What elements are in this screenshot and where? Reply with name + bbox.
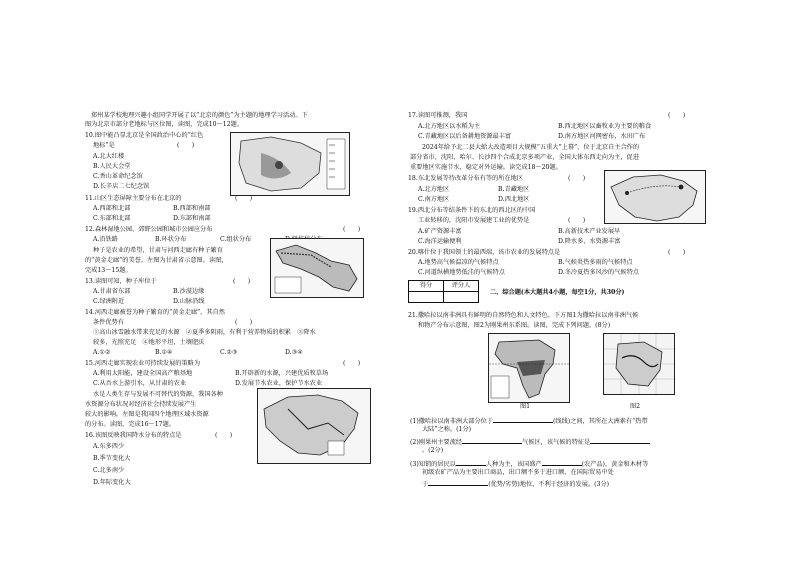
q15-answer-paren[interactable]: ( ) bbox=[343, 360, 361, 367]
q14-option-b[interactable]: B.①④ bbox=[155, 349, 173, 356]
q11-stem: 11.山区生态屏障主要分布在北京的 bbox=[85, 195, 182, 202]
q15-option-c[interactable]: C.从吾水上游引水，从甘肃的农业 bbox=[93, 380, 187, 387]
q21-sub3-text-f: (优势/劣势)地位，不利于经济的发展。(3分) bbox=[488, 481, 610, 488]
q14-option-a[interactable]: A.①② bbox=[93, 349, 111, 356]
q16-answer-paren[interactable]: ( ) bbox=[215, 432, 233, 439]
q21-sub2-a bbox=[410, 437, 650, 447]
q13-option-d[interactable]: D.山脉沿线 bbox=[173, 298, 205, 305]
score-table bbox=[408, 280, 479, 303]
score-cell[interactable] bbox=[409, 292, 444, 303]
q12-answer-paren[interactable]: ( ) bbox=[343, 226, 361, 233]
q17-option-c[interactable]: C.青藏地区以后备耕地资源最丰富 bbox=[418, 133, 512, 140]
q21-stem-1: 21.撒哈拉以南非洲具有鲜明的自然特色和人文特色。下方图1为撒哈拉以南非洲气候 bbox=[408, 312, 639, 319]
q12-option-a[interactable]: A.沿铁路 bbox=[93, 236, 118, 243]
q11-option-a[interactable]: A.西部和北部 bbox=[93, 205, 131, 212]
q10-option-c[interactable]: C.香山革命纪念馆 bbox=[93, 173, 143, 180]
q20-answer-paren[interactable]: ( ) bbox=[668, 249, 686, 256]
q14-stem-2: 条件优势有 bbox=[93, 319, 124, 326]
passage16-line-2: 水资源分布状况对经济社会持续发展产生 bbox=[85, 401, 197, 408]
q20-option-a[interactable]: A.地势高气候温凉的气候特点 bbox=[418, 259, 499, 266]
q19-option-d[interactable]: D.降水多，水资源丰富 bbox=[558, 238, 621, 245]
passage18-line-2: 部分省市，沈阳、哈尔、长沙四个合成北京多项产业，全国大体东西走向为主，促进 bbox=[410, 154, 639, 161]
q12-option-c[interactable]: C.组状分布 bbox=[220, 236, 252, 243]
passage13-line-2: 的“黄金走廊”的美誉。左图为甘肃省示意图。读图， bbox=[85, 257, 228, 264]
q21-sub1-c: 大陆”之称。(1分) bbox=[422, 426, 472, 433]
q18-stem: 18.东北发展等待改革分布有等的所在地区 bbox=[408, 175, 524, 182]
q19-option-a[interactable]: A.矿产资源丰富 bbox=[418, 228, 462, 235]
passage18-line-3: 重要地区实施节水，稳定对外运输。读完成18～20题。 bbox=[410, 164, 562, 171]
q13-option-b[interactable]: B.沙漠边缘 bbox=[173, 288, 205, 295]
q18-option-c[interactable]: C.南方地区 bbox=[418, 196, 450, 203]
q19-stem: 19.西北分布等结条件下的东北的西北区的中国 bbox=[408, 207, 536, 214]
china-water-map bbox=[257, 388, 371, 464]
river-basin-map bbox=[603, 333, 675, 395]
q11-answer-paren[interactable]: ( ) bbox=[235, 195, 253, 202]
q12-option-b[interactable]: B.环状分布 bbox=[155, 236, 187, 243]
q13-stem: 13.读图可知，种子库位于 bbox=[85, 278, 157, 285]
q14-option-line-1: ①高山冰雪融水带来充足的水源 ②夏季多阴雨，有利于营养物质的积累 ③降水 bbox=[93, 329, 316, 336]
q18-option-b[interactable]: B.青藏地区 bbox=[498, 186, 530, 193]
q14-answer-paren[interactable]: ( ) bbox=[235, 319, 253, 326]
q11-option-b[interactable]: B.西部和南部 bbox=[173, 205, 211, 212]
q21-sub2-blank-2[interactable] bbox=[590, 437, 650, 444]
q21-stem-2: 和物产分布示意图，图2为刚果州东系图。读图，完成下列问题。(8分) bbox=[418, 322, 611, 329]
q21-sub3-e bbox=[422, 479, 609, 489]
intro-line-1: 郑州某学校地理兴趣小组同学开展了以“北京的颜色”为主题的地理学习活动。下 bbox=[91, 112, 308, 119]
gansu-map bbox=[270, 238, 364, 298]
q14-option-d[interactable]: D.③④ bbox=[285, 349, 303, 356]
q17-option-a[interactable]: A.北方地区以水稻为主 bbox=[418, 123, 481, 130]
q19-option-c[interactable]: C.海洋运输便利 bbox=[418, 238, 462, 245]
q11-option-c[interactable]: C.东部和北部 bbox=[93, 215, 131, 222]
grader-cell[interactable] bbox=[444, 292, 479, 303]
q10-stem-2: 地标”是 bbox=[93, 142, 115, 149]
q14-option-line-2: 较多，光照充足 ④地形平坦，土壤肥沃 bbox=[93, 339, 205, 346]
section-2-heading: 二、综合题(本大题共4小题，每空1分，共30分) bbox=[490, 289, 625, 296]
q21-sub1-text: (1)撒哈拉以南非洲大部分位于 bbox=[410, 418, 494, 425]
q21-sub1-a bbox=[410, 416, 648, 426]
q19-option-b[interactable]: B.高新技术产业发展早 bbox=[558, 228, 621, 235]
q18-option-a[interactable]: A.北方地区 bbox=[418, 186, 450, 193]
q20-option-d[interactable]: D.冬冷夏热多风沙的气候特点 bbox=[558, 269, 639, 276]
africa-climate-map bbox=[488, 333, 570, 403]
q21-sub3-a bbox=[410, 459, 648, 469]
q21-sub3-d: 初级农矿产品为主要出口商品，出口额不多于进口额，在国际贸易中处 bbox=[422, 469, 614, 476]
q20-stem: 20.喀什位于我国领土的最西端，该市农业的发展特点是 bbox=[408, 249, 561, 256]
q17-stem: 17.读图可推测，我国 bbox=[408, 112, 468, 119]
q10-stem: 10.图中能凸显北京是全国政治中心的“红色 bbox=[85, 132, 204, 139]
q10-option-b[interactable]: B.人民大会堂 bbox=[93, 163, 131, 170]
q13-answer-paren[interactable]: ( ) bbox=[233, 278, 251, 285]
q16-option-b[interactable]: B.季节变化大 bbox=[93, 455, 131, 462]
q21-sub3-text-e: 于 bbox=[422, 481, 429, 488]
q18-option-d[interactable]: D.西北地区 bbox=[498, 196, 530, 203]
q16-stem: 16.该图反映我国降水分布的特点是 bbox=[85, 432, 182, 439]
q15-option-b[interactable]: B.开辟新的水源，兴建优质牧草场 bbox=[235, 370, 329, 377]
q21-sub3-blank-1[interactable] bbox=[456, 459, 486, 466]
q15-option-a[interactable]: A.利用太阳能，建设全国高产粮基地 bbox=[93, 370, 193, 377]
q20-option-b[interactable]: B.气候炎热多雨的气候特点 bbox=[558, 259, 633, 266]
q16-option-d[interactable]: D.年际变化大 bbox=[93, 479, 131, 486]
q21-sub3-blank-2[interactable] bbox=[542, 459, 582, 466]
q10-answer-paren[interactable]: ( ) bbox=[177, 142, 195, 149]
q21-sub3-text: (3)知销的居民以 bbox=[410, 461, 456, 468]
q21-sub2-blank-1[interactable] bbox=[462, 437, 522, 444]
beijing-landmark-map bbox=[230, 132, 350, 196]
passage16-line-1: 水是人类生存与发展不可替代的资源，我国各种 bbox=[93, 391, 223, 398]
q16-option-c[interactable]: C.北多南少 bbox=[93, 467, 125, 474]
q21-sub3-blank-3[interactable] bbox=[428, 479, 488, 486]
q16-option-a[interactable]: A.东多西少 bbox=[93, 443, 125, 450]
q21-sub2-text: (2)刚果州主要流经 bbox=[410, 439, 463, 446]
q21-sub1-text-b: (线线)之间，其所在大洲素有“热带 bbox=[553, 418, 648, 425]
q14-stem: 14.河西走廊被誉为种子繁育的“黄金走廊”，其自然 bbox=[85, 309, 225, 316]
figure-2-caption: 图2 bbox=[630, 403, 641, 410]
q10-option-a[interactable]: A.北大红楼 bbox=[93, 153, 125, 160]
grader-header: 评分人 bbox=[444, 281, 479, 292]
intro-line-2: 图为北京市部分老地标与区位图，读图，完成10～12题。 bbox=[85, 121, 244, 128]
passage16-line-4: 的分布。读图，完成16～17题。 bbox=[85, 421, 175, 428]
score-header: 得分 bbox=[409, 281, 444, 292]
q15-option-d[interactable]: D.发展节水农业，保护节水农业 bbox=[235, 380, 323, 387]
q10-option-d[interactable]: D.长辛店二七纪念馆 bbox=[93, 183, 150, 190]
q13-option-a[interactable]: A.甘肃省东部 bbox=[93, 288, 131, 295]
q17-option-b[interactable]: B.西北地区以畜牧业为主要的粮食 bbox=[558, 123, 652, 130]
q21-sub3-text-b: 人种为主，该国盛产 bbox=[485, 461, 542, 468]
china-industry-map bbox=[604, 170, 706, 224]
q21-sub3-text-c: (农产品)，黄金和木材等 bbox=[581, 461, 649, 468]
q19-stem-2: 工业转移的，沈阳市发展建工业的优势是 bbox=[418, 217, 530, 224]
right-column bbox=[408, 0, 708, 561]
q19-answer-paren[interactable]: ( ) bbox=[568, 217, 586, 224]
q21-sub1-blank[interactable] bbox=[493, 416, 553, 423]
figure-1-caption: 图1 bbox=[520, 403, 531, 410]
q11-option-d[interactable]: D.东部和南部 bbox=[173, 215, 211, 222]
left-column bbox=[85, 0, 385, 561]
q15-stem: 15.河西走廊实现农业可持续发展的策略为 bbox=[85, 360, 201, 367]
q20-option-c[interactable]: C.河道纵横地势低洼的气候特点 bbox=[418, 269, 505, 276]
q14-option-c[interactable]: C.②③ bbox=[220, 349, 238, 356]
passage16-line-3: 较大的影响。左图是我国四个地理区域水资源 bbox=[85, 411, 209, 418]
passage18-line-1: 2024年给予北二县大蛤大改造项目大规模“五重大”上幕”，位于北京自主合作的 bbox=[422, 144, 640, 151]
q12-stem: 12.森林湿地公园、郊野公园和城市公园应分布 bbox=[85, 226, 213, 233]
q21-sub2-c: 。(2分) bbox=[422, 447, 444, 454]
q17-option-d[interactable]: D.南方地区河网密布，水田广布 bbox=[558, 133, 646, 140]
q17-answer-paren[interactable]: ( ) bbox=[668, 112, 686, 119]
q18-answer-paren[interactable]: ( ) bbox=[568, 175, 586, 182]
q13-option-c[interactable]: C.绿洲附近 bbox=[93, 298, 125, 305]
q21-sub2-text-b: 气候区，该气候的特征是 bbox=[522, 439, 591, 446]
passage13-line-3: 完成13～15题。 bbox=[85, 267, 132, 274]
passage13-line-1: 种子是农业的希望，甘肃与河西走廊有种子繁育 bbox=[93, 247, 223, 254]
